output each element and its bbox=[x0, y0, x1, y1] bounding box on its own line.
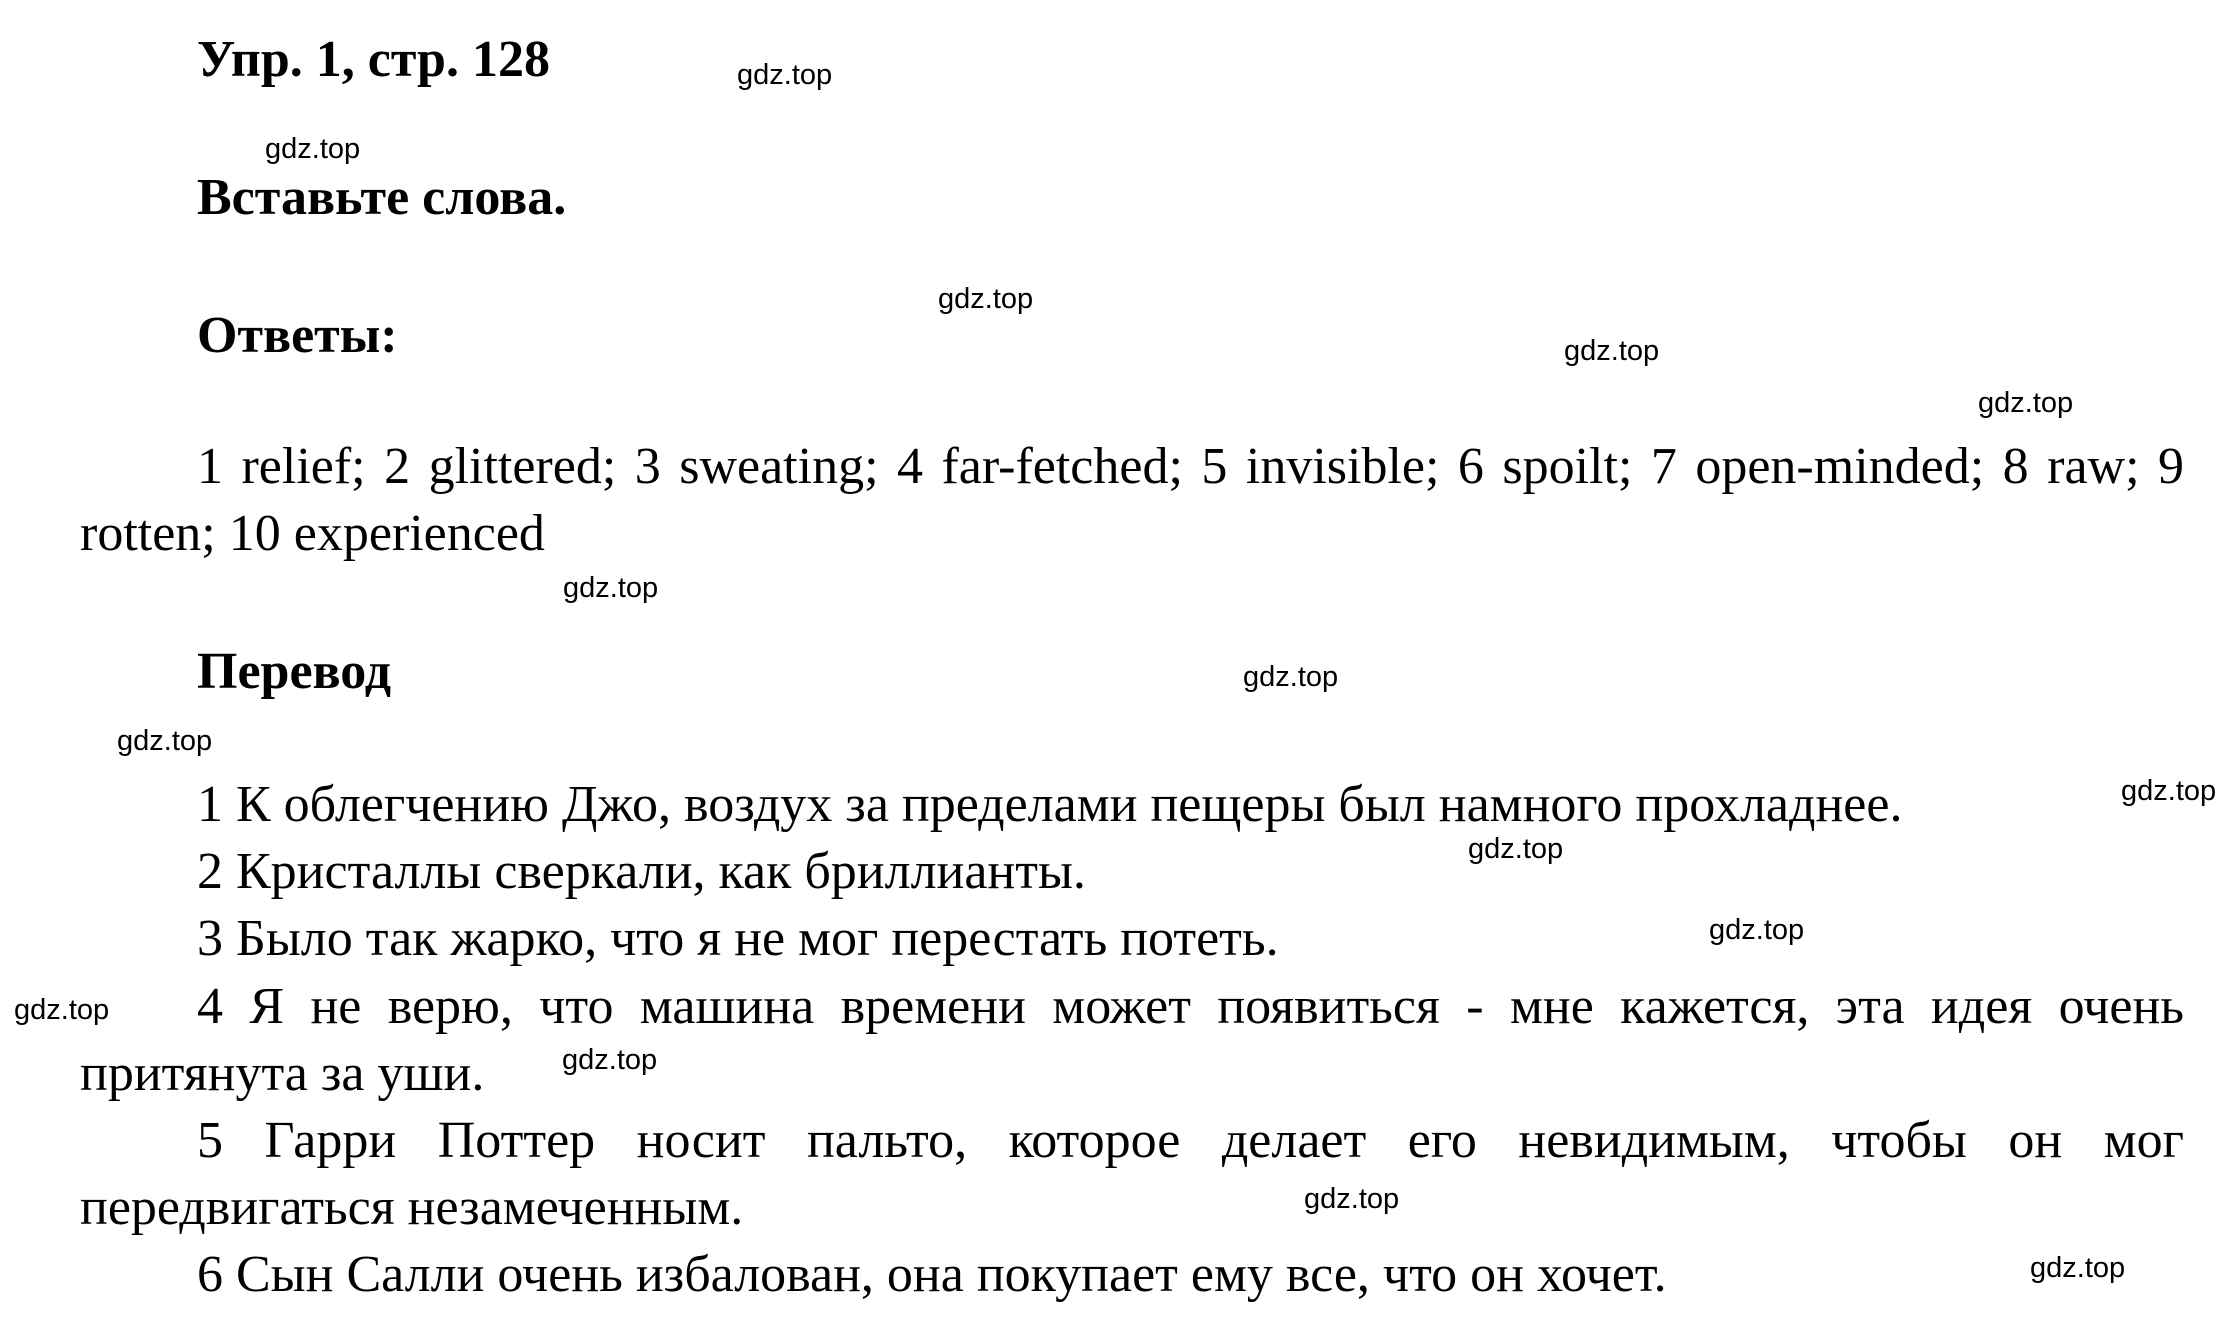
translation-item-6: 6 Сын Салли очень избалован, она покупает ему все, что он хочет. bbox=[197, 1246, 1667, 1303]
watermark: gdz.top bbox=[938, 283, 1034, 315]
answers-heading: Ответы: bbox=[197, 307, 398, 364]
watermark: gdz.top bbox=[265, 133, 361, 165]
watermark: gdz.top bbox=[14, 994, 110, 1026]
instruction-heading: Вставьте слова. bbox=[197, 169, 567, 226]
watermark: gdz.top bbox=[2121, 775, 2217, 807]
watermark: gdz.top bbox=[562, 1044, 658, 1076]
translation-item-1: 1 К облегчению Джо, воздух за пределами пещеры был намного прохладнее. bbox=[197, 776, 1903, 833]
translation-heading: Перевод bbox=[197, 643, 392, 700]
watermark: gdz.top bbox=[563, 572, 659, 604]
watermark: gdz.top bbox=[1709, 914, 1805, 946]
answers-text: 1 relief; 2 glittered; 3 sweating; 4 far-fetched; 5 invisible; 6 spoilt; 7 open-minded; 8 raw; 9 rotten; 10 experienced bbox=[80, 438, 2184, 562]
watermark: gdz.top bbox=[1564, 335, 1660, 367]
translation-item-3: 3 Было так жарко, что я не мог перестать потеть. bbox=[197, 910, 1279, 967]
watermark: gdz.top bbox=[1304, 1183, 1400, 1215]
exercise-title: Упр. 1, стр. 128 bbox=[197, 31, 550, 88]
watermark: gdz.top bbox=[1978, 387, 2074, 419]
watermark: gdz.top bbox=[1243, 661, 1339, 693]
watermark: gdz.top bbox=[117, 725, 213, 757]
watermark: gdz.top bbox=[737, 59, 833, 91]
translation-item-2: 2 Кристаллы сверкали, как бриллианты. bbox=[197, 843, 1086, 900]
translation-item-5: 5 Гарри Поттер носит пальто, которое делает его невидимым, чтобы он мог передвигаться незамеченным. bbox=[80, 1112, 2184, 1236]
watermark: gdz.top bbox=[2030, 1252, 2126, 1284]
translation-item-4: 4 Я не верю, что машина времени может появиться - мне кажется, эта идея очень притянута за уши. bbox=[80, 978, 2184, 1102]
watermark: gdz.top bbox=[1468, 833, 1564, 865]
